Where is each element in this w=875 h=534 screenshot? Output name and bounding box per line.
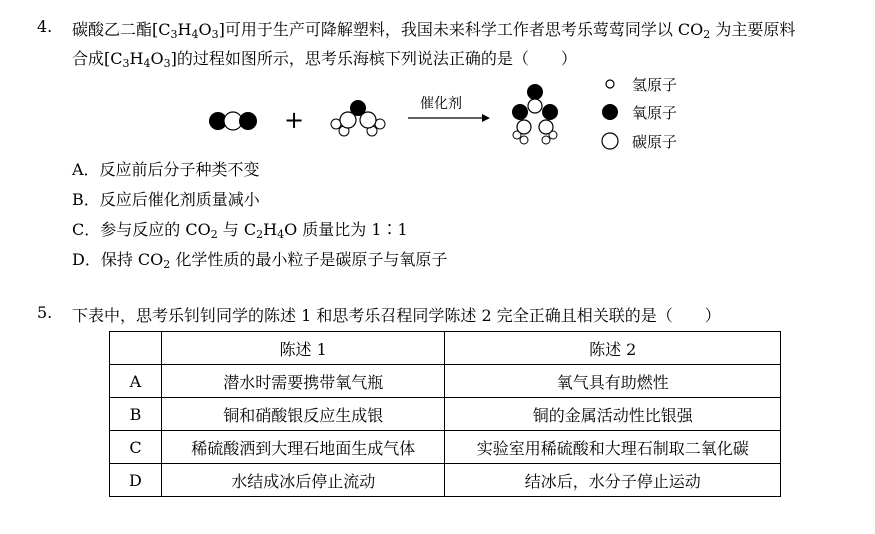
- table-header-statement2: 陈述 2: [445, 332, 781, 365]
- statement2-cell: 实验室用稀硫酸和大理石制取二氧化碳: [445, 431, 781, 464]
- statement1-cell: 水结成冰后停止流动: [161, 464, 445, 497]
- option-a: A．反应前后分子种类不变: [72, 160, 260, 179]
- product-molecule: [512, 84, 558, 144]
- statement2-cell: 铜的金属活动性比银强: [445, 398, 781, 431]
- legend-hydrogen-label: 氢原子: [632, 76, 678, 94]
- table-row: [110, 365, 781, 398]
- row-label: C: [110, 431, 162, 464]
- statement1-cell: 潜水时需要携带氧气瓶: [161, 365, 445, 398]
- table-row: [110, 398, 781, 431]
- statement2-cell: 结冰后，水分子停止运动: [445, 464, 781, 497]
- statement1-cell: 铜和硝酸银反应生成银: [161, 398, 445, 431]
- table-row: [110, 431, 781, 464]
- oxygen-legend-icon: [602, 104, 618, 120]
- catalyst-label: 催化剂: [420, 96, 462, 112]
- statement1-cell: 稀硫酸洒到大理石地面生成气体: [161, 431, 445, 464]
- question-5-number: 5.: [37, 303, 53, 322]
- legend-oxygen-label: 氧原子: [632, 104, 678, 122]
- legend-carbon-label: 碳原子: [632, 133, 678, 151]
- question-4-stem-line1: 碳酸乙二酯$[C_3H_4O_3]$可用于生产可降解塑料，我国未来科学工作者思考乐莺莺同学以 $CO_2$ 为主要原料: [72, 20, 796, 41]
- statements-table: [109, 331, 781, 497]
- legend-symbols: [602, 80, 618, 149]
- row-label: B: [110, 398, 162, 431]
- option-d: D．保持 $CO_2$ 化学性质的最小粒子是碳原子与氧原子: [72, 250, 448, 271]
- table-header-blank: [110, 332, 162, 365]
- question-4-number: 4.: [37, 17, 53, 36]
- plus-sign: +: [284, 106, 305, 134]
- option-b: B．反应后催化剂质量减小: [72, 190, 260, 209]
- hydrogen-legend-icon: [606, 80, 614, 88]
- option-c: C．参与反应的 $CO_2$ 与 $C_2H_4O$ 质量比为 1∶1: [72, 220, 408, 241]
- question-5-stem: 下表中，思考乐钊钊同学的陈述 1 和思考乐召程同学陈述 2 完全正确且相关联的是（ ）: [72, 306, 721, 325]
- table-row: [110, 464, 781, 497]
- row-label: A: [110, 365, 162, 398]
- table-header-statement1: 陈述 1: [161, 332, 445, 365]
- row-label: D: [110, 464, 162, 497]
- reaction-arrow: [408, 114, 490, 122]
- co2-molecule: [209, 112, 257, 130]
- question-4-stem-line2: 合成$[C_3H_4O_3]$的过程如图所示，思考乐海槟下列说法正确的是（ ）: [72, 49, 577, 70]
- statement2-cell: 氧气具有助燃性: [445, 365, 781, 398]
- table-header-row: [110, 332, 781, 365]
- carbon-legend-icon: [602, 133, 618, 149]
- ethylene-oxide-molecule: [331, 100, 385, 136]
